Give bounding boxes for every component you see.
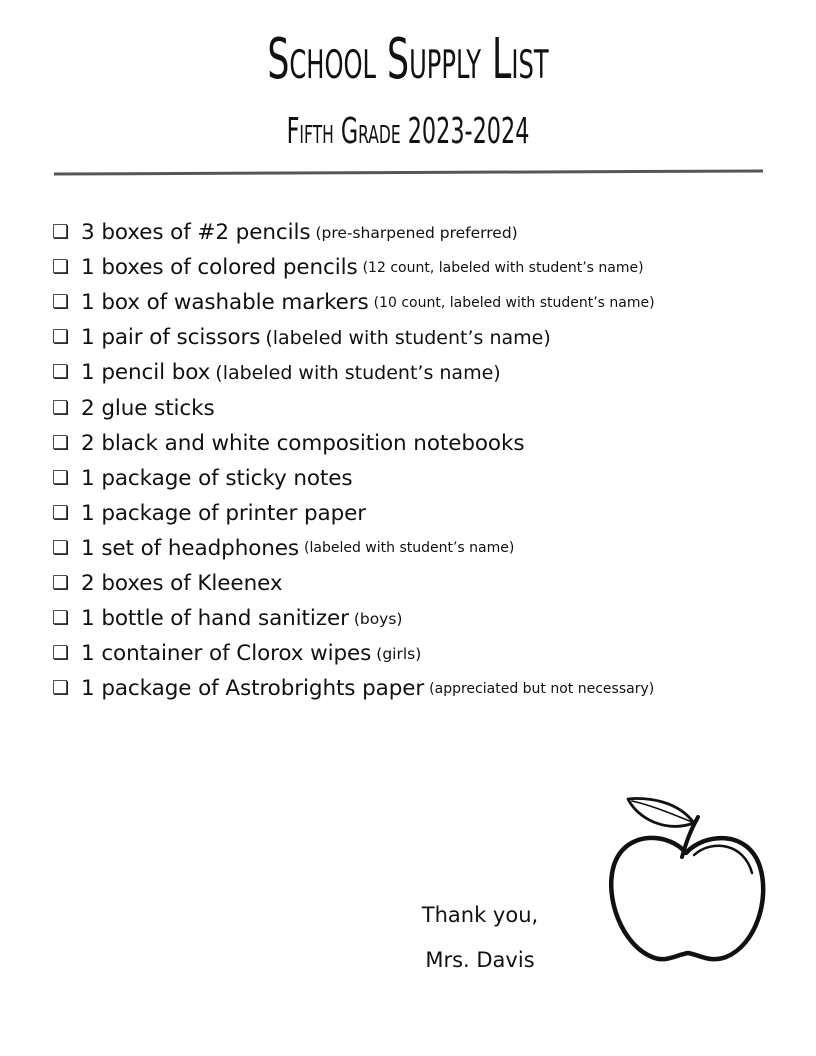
- checkbox-icon: ❏: [52, 536, 70, 559]
- checkbox-icon: ❏: [52, 291, 70, 314]
- checkbox-icon: ❏: [52, 326, 70, 349]
- supply-item-note: (boys): [353, 609, 403, 628]
- closing-signature: [380, 893, 580, 983]
- supply-item-text: 1 package of sticky notes: [81, 465, 353, 491]
- supply-item-text: 1 pencil box: [81, 360, 211, 386]
- supply-item-note: (appreciated but not necessary): [429, 680, 655, 697]
- supply-item-text: 3 boxes of #2 pencils: [81, 220, 311, 246]
- checkbox-icon: ❏: [52, 466, 70, 489]
- supply-item: [52, 390, 655, 425]
- page-title: School Supply List: [267, 27, 549, 92]
- supply-item: [52, 250, 655, 285]
- supply-item-text: 2 black and white composition notebooks: [81, 430, 525, 456]
- checkbox-icon: ❏: [52, 396, 70, 419]
- supply-item: [52, 215, 655, 250]
- checkbox-icon: ❏: [52, 642, 70, 665]
- supply-item: [52, 461, 655, 496]
- supply-item-text: 2 glue sticks: [81, 395, 215, 421]
- supply-item-note: (labeled with student’s name): [215, 361, 501, 384]
- closing-name: Mrs. Davis: [425, 948, 535, 972]
- supply-item: [52, 601, 655, 636]
- supply-item-text: 2 boxes of Kleenex: [81, 570, 283, 596]
- supply-item: [52, 320, 655, 355]
- supply-item: [52, 671, 655, 706]
- title-divider: [54, 169, 763, 175]
- supply-item-text: 1 bottle of hand sanitizer: [81, 606, 349, 632]
- supply-item-note: (girls): [376, 644, 422, 663]
- supply-item-text: 1 package of Astrobrights paper: [81, 676, 425, 702]
- apple-icon: [608, 795, 768, 963]
- checkbox-icon: ❏: [52, 256, 70, 279]
- supply-item-note: (labeled with student’s name): [304, 540, 515, 557]
- supply-list: [52, 215, 655, 706]
- supply-item-text: 1 pair of scissors: [81, 325, 261, 351]
- supply-item: [52, 531, 655, 566]
- supply-item-text: 1 box of washable markers: [81, 290, 369, 316]
- supply-item-text: 1 set of headphones: [81, 535, 300, 561]
- supply-item-note: (labeled with student’s name): [265, 326, 551, 349]
- page-subtitle: Fifth Grade 2023-2024: [286, 111, 530, 152]
- supply-item-note: (12 count, labeled with student’s name): [362, 259, 644, 276]
- checkbox-icon: ❏: [52, 431, 70, 454]
- closing-thanks: Thank you,: [421, 903, 539, 927]
- supply-item: [52, 426, 655, 461]
- supply-item: [52, 496, 655, 531]
- checkbox-icon: ❏: [52, 571, 70, 594]
- supply-item-note: (pre-sharpened preferred): [315, 223, 518, 242]
- supply-item-text: 1 container of Clorox wipes: [81, 641, 372, 667]
- supply-item: [52, 636, 655, 671]
- supply-item-text: 1 package of printer paper: [81, 500, 367, 526]
- supply-item-text: 1 boxes of colored pencils: [81, 255, 358, 281]
- supply-item: [52, 566, 655, 601]
- checkbox-icon: ❏: [52, 221, 70, 244]
- supply-item: [52, 285, 655, 320]
- supply-item: [52, 355, 655, 390]
- checkbox-icon: ❏: [52, 607, 70, 630]
- checkbox-icon: ❏: [52, 361, 70, 384]
- supply-item-note: (10 count, labeled with student’s name): [373, 294, 655, 311]
- checkbox-icon: ❏: [52, 501, 70, 524]
- checkbox-icon: ❏: [52, 677, 70, 700]
